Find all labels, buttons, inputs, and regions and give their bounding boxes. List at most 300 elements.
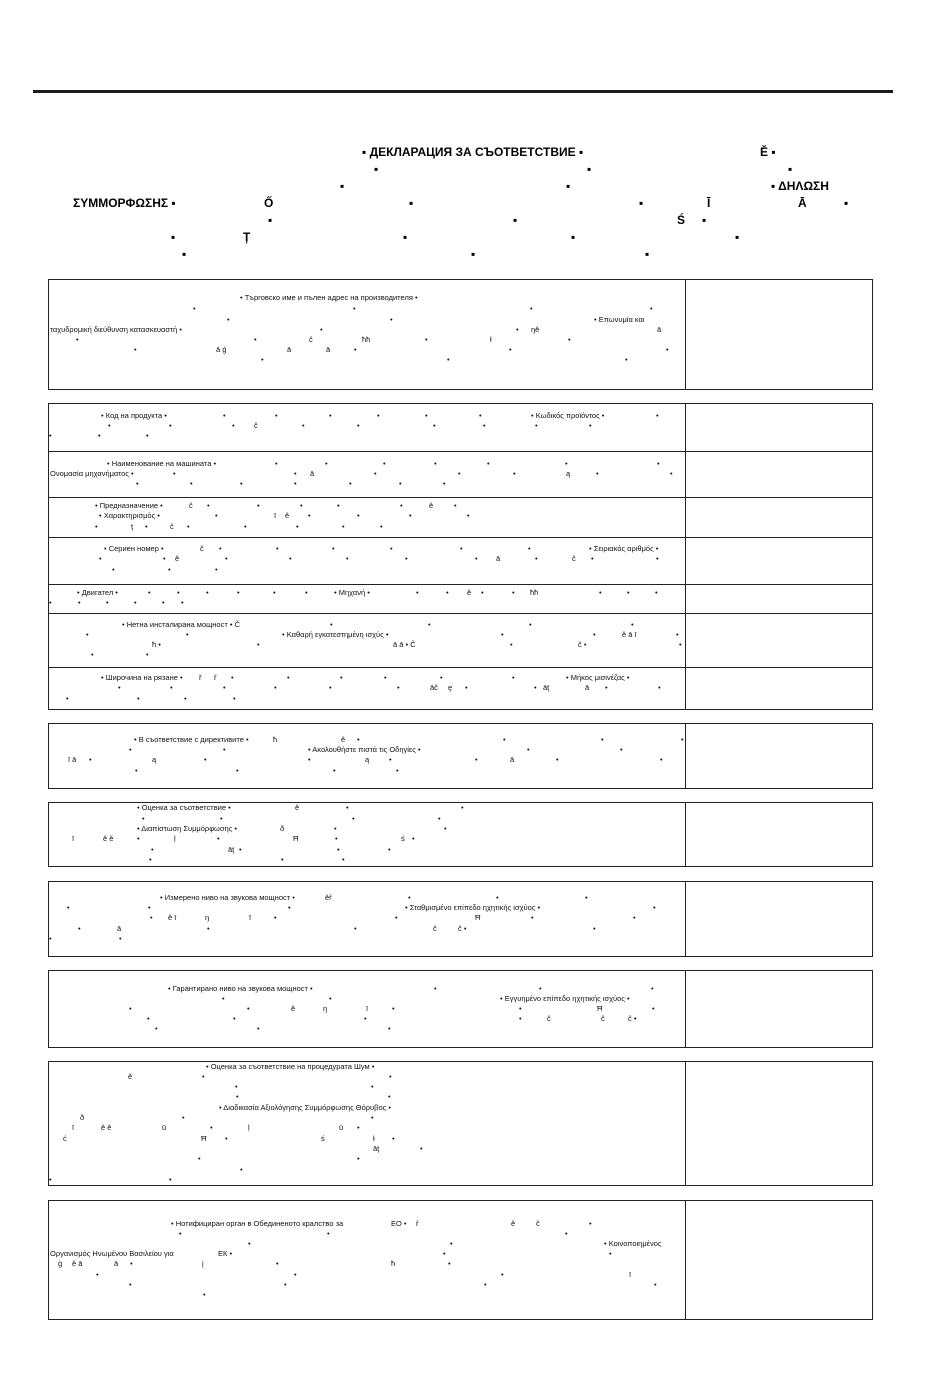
bullet-marker: • <box>145 522 148 531</box>
bullet-marker: • <box>475 755 478 764</box>
stray-glyph: ě <box>175 554 180 563</box>
stray-glyph: ś <box>401 834 405 843</box>
bullet-marker: • <box>605 683 608 692</box>
bullet-marker: • <box>349 479 352 488</box>
bullet-marker: • <box>539 984 542 993</box>
bullet-marker: • <box>288 903 291 912</box>
bullet-marker: • <box>134 598 137 607</box>
stray-glyph: ħ <box>391 1259 396 1268</box>
bullet-marker: • <box>179 1229 182 1238</box>
bullet-marker: • <box>357 1123 360 1132</box>
bullet-marker: • <box>388 845 391 854</box>
stray-glyph: Ě ▪ <box>760 145 776 159</box>
bullet-marker: • <box>531 913 534 922</box>
bullet-marker: • <box>357 511 360 520</box>
bullet-marker: • <box>227 315 230 324</box>
bullet-marker: • <box>512 588 515 597</box>
bullet-marker: • <box>390 315 393 324</box>
bullet-marker: • <box>129 745 132 754</box>
bullet-marker: • <box>78 924 81 933</box>
bullet-marker: • <box>377 411 380 420</box>
bullet-marker: • <box>676 630 679 639</box>
bullet-marker: • <box>163 554 166 563</box>
bullet-marker: • <box>210 1123 213 1132</box>
bullet-marker: • <box>660 755 663 764</box>
bullet-marker: • <box>236 1092 239 1101</box>
bullet-marker: • <box>49 598 52 607</box>
bullet-marker: • <box>329 683 332 692</box>
bullet-marker: • <box>239 845 242 854</box>
stray-glyph: āţ <box>543 683 550 692</box>
bullet-marker: • <box>428 620 431 629</box>
bullet-marker: • <box>257 501 260 510</box>
bullet-marker: ▪ <box>409 196 414 210</box>
stray-glyph: ā ā • Č <box>393 640 416 649</box>
declaration-title-text: ▪ ΔΗΛΩΣΗ <box>771 179 829 193</box>
bullet-marker: • <box>425 411 428 420</box>
bullet-marker: • <box>357 1154 360 1163</box>
bullet-marker: • <box>274 683 277 692</box>
bullet-marker: • <box>652 1004 655 1013</box>
bullet-marker: • <box>434 459 437 468</box>
stray-glyph: č <box>547 1014 551 1023</box>
bullet-marker: • <box>519 1004 522 1013</box>
top-rule-divider <box>33 90 893 93</box>
bullet-marker: • <box>305 588 308 597</box>
field-label-text: ταχυδρομική διεύθυνση κατασκευαστή • <box>50 325 182 334</box>
bullet-marker: • <box>168 565 171 574</box>
bullet-marker: • <box>535 421 538 430</box>
bullet-marker: • <box>294 1270 297 1279</box>
bullet-marker: • <box>289 554 292 563</box>
field-label-text: • Κοινοποιημένος <box>604 1239 662 1248</box>
bullet-marker: • <box>516 325 519 334</box>
stray-glyph: Ś <box>677 213 686 227</box>
bullet-marker: • <box>593 924 596 933</box>
bullet-marker: ▪ <box>340 179 345 193</box>
bullet-marker: • <box>149 855 152 864</box>
bullet-marker: • <box>591 554 594 563</box>
bullet-marker: • <box>134 345 137 354</box>
field-label-text: • Нетна инсталирана мощност • Č <box>122 620 240 629</box>
bullet-marker: • <box>656 411 659 420</box>
stray-glyph: ě ě <box>103 834 114 843</box>
bullet-marker: • <box>501 630 504 639</box>
measured-sound-power-value-cell <box>685 882 872 956</box>
bullet-marker: • <box>510 640 513 649</box>
bullet-marker: • <box>273 588 276 597</box>
stray-glyph: ī <box>366 1004 369 1013</box>
bullet-marker: • <box>589 421 592 430</box>
declaration-title-text: ΣΥΜΜΟΡΦΩΣΗΣ ▪ <box>73 196 176 210</box>
bullet-marker: • <box>568 335 571 344</box>
bullet-marker: • <box>397 683 400 692</box>
bullet-marker: • <box>535 554 538 563</box>
net-installed-power-value-cell <box>685 614 872 667</box>
bullet-marker: • <box>223 745 226 754</box>
bullet-marker: • <box>302 421 305 430</box>
bullet-marker: • <box>332 544 335 553</box>
bullet-marker: • <box>565 1229 568 1238</box>
stray-glyph: ě <box>128 1072 133 1081</box>
stray-glyph: ę <box>448 683 453 692</box>
bullet-marker: • <box>49 934 52 943</box>
bullet-marker: • <box>148 903 151 912</box>
bullet-marker: • <box>119 934 122 943</box>
field-label-text: ЕК • <box>218 1249 233 1258</box>
stray-glyph: ā <box>310 469 315 478</box>
noise-procedure-label-cell <box>49 1062 685 1185</box>
field-label-text: • Σταθμισμένο επίπεδο ηχητικής ισχύος • <box>405 903 541 912</box>
notified-body-box <box>48 1200 873 1320</box>
bullet-marker: • <box>329 411 332 420</box>
bullet-marker: ▪ <box>182 247 187 261</box>
bullet-marker: • <box>633 913 636 922</box>
serial-number-value-cell <box>685 538 872 584</box>
bullet-marker: • <box>655 588 658 597</box>
bullet-marker: • <box>91 650 94 659</box>
bullet-marker: • <box>512 673 515 682</box>
bullet-marker: • <box>130 1259 133 1268</box>
bullet-marker: • <box>148 588 151 597</box>
stray-glyph: č <box>254 421 258 430</box>
bullet-marker: • <box>529 620 532 629</box>
bullet-marker: • <box>593 630 596 639</box>
stray-glyph: ī <box>274 511 277 520</box>
bullet-marker: • <box>448 1259 451 1268</box>
bullet-marker: • <box>447 355 450 364</box>
stray-glyph: ě ī <box>168 913 177 922</box>
stray-glyph: ě <box>285 511 290 520</box>
bullet-marker: • <box>248 1239 251 1248</box>
intended-use-value-cell <box>685 498 872 537</box>
noise-procedure-row <box>49 1062 872 1185</box>
bullet-marker: • <box>666 345 669 354</box>
stray-glyph: ł <box>373 1134 375 1143</box>
stray-glyph: ř <box>214 673 217 682</box>
directives-value-cell <box>685 724 872 788</box>
product-code-value-cell <box>685 404 872 451</box>
bullet-marker: • <box>235 1082 238 1091</box>
bullet-marker: • <box>237 588 240 597</box>
stray-glyph: ŋ <box>323 1004 328 1013</box>
bullet-marker: • <box>276 544 279 553</box>
bullet-marker: • <box>276 1259 279 1268</box>
bullet-marker: • <box>357 735 360 744</box>
stray-glyph: ā <box>287 345 292 354</box>
stray-glyph: ī ā <box>68 755 77 764</box>
stray-glyph: ěř <box>325 893 332 902</box>
bullet-marker: • <box>215 565 218 574</box>
bullet-marker: • <box>204 755 207 764</box>
bullet-marker: • <box>528 544 531 553</box>
stray-glyph: Ő <box>264 196 274 210</box>
bullet-marker: • <box>330 620 333 629</box>
bullet-marker: • <box>95 522 98 531</box>
bullet-marker: • <box>162 598 165 607</box>
bullet-marker: • <box>206 588 209 597</box>
bullet-marker: • <box>620 745 623 754</box>
stray-glyph: ř <box>199 673 202 682</box>
bullet-marker: • <box>654 1280 657 1289</box>
bullet-marker: • <box>207 924 210 933</box>
field-label-text: • В съответствие с директивите • <box>134 735 249 744</box>
bullet-marker: • <box>483 421 486 430</box>
stray-glyph: Ħ <box>201 1134 207 1143</box>
bullet-marker: • <box>236 766 239 775</box>
bullet-marker: • <box>601 735 604 744</box>
bullet-marker: • <box>589 1219 592 1228</box>
bullet-marker: • <box>146 650 149 659</box>
product-code-row <box>49 404 872 451</box>
bullet-marker: • <box>364 1014 367 1023</box>
stray-glyph: č • <box>578 640 587 649</box>
bullet-marker: ▪ <box>645 247 650 261</box>
bullet-marker: • <box>146 431 149 440</box>
bullet-marker: • <box>357 421 360 430</box>
stray-glyph: ū <box>339 1123 344 1132</box>
stray-glyph: Ī <box>707 196 711 210</box>
bullet-marker: ▪ <box>171 230 176 244</box>
stray-glyph: ŋ <box>205 913 210 922</box>
field-label-text: • Двигател • <box>77 588 118 597</box>
bullet-marker: • <box>556 755 559 764</box>
bullet-marker: • <box>501 1270 504 1279</box>
bullet-marker: • <box>679 640 682 649</box>
bullet-marker: • <box>443 1249 446 1258</box>
bullet-marker: • <box>284 1280 287 1289</box>
stray-glyph: ā <box>496 554 501 563</box>
bullet-marker: • <box>257 1024 260 1033</box>
bullet-marker: • <box>408 893 411 902</box>
stray-glyph: ł <box>490 335 492 344</box>
bullet-marker: • <box>392 1004 395 1013</box>
bullet-marker: • <box>232 421 235 430</box>
engine-value-cell <box>685 585 872 613</box>
bullet-marker: • <box>169 421 172 430</box>
bullet-marker: • <box>458 469 461 478</box>
bullet-marker: • <box>405 554 408 563</box>
bullet-marker: • <box>169 1175 172 1184</box>
bullet-marker: • <box>380 522 383 531</box>
stray-glyph: č <box>170 522 174 531</box>
stray-glyph: ħħ <box>530 588 539 597</box>
bullet-marker: • <box>534 683 537 692</box>
bullet-marker: • <box>233 1014 236 1023</box>
bullet-marker: ▪ <box>403 230 408 244</box>
bullet-marker: • <box>76 335 79 344</box>
bullet-marker: • <box>352 814 355 823</box>
bullet-marker: • <box>509 345 512 354</box>
bullet-marker: • <box>137 694 140 703</box>
bullet-marker: • <box>599 588 602 597</box>
bullet-marker: ▪ <box>587 162 592 176</box>
noise-procedure-box <box>48 1061 873 1186</box>
stray-glyph: ī <box>72 834 75 843</box>
guaranteed-sound-power-value-cell <box>685 971 872 1047</box>
field-label-text: • Предназначение • <box>95 501 163 510</box>
bullet-marker: • <box>389 755 392 764</box>
bullet-marker: • <box>467 511 470 520</box>
bullet-marker: • <box>335 834 338 843</box>
bullet-marker: • <box>650 304 653 313</box>
stray-glyph: č <box>200 544 204 553</box>
bullet-marker: • <box>287 673 290 682</box>
bullet-marker: • <box>300 501 303 510</box>
bullet-marker: • <box>215 511 218 520</box>
bullet-marker: • <box>254 335 257 344</box>
field-label-text: • Μηχανή • <box>334 588 370 597</box>
bullet-marker: • <box>384 673 387 682</box>
bullet-marker: • <box>223 683 226 692</box>
bullet-marker: • <box>78 598 81 607</box>
bullet-marker: • <box>135 766 138 775</box>
bullet-marker: • <box>329 994 332 1003</box>
notified-body-value-cell <box>685 1201 872 1319</box>
manufacturer-value-cell <box>685 280 872 389</box>
stray-glyph: ā <box>117 924 122 933</box>
bullet-marker: • <box>496 893 499 902</box>
field-label-text: ЕО • <box>391 1219 407 1228</box>
stray-glyph: ā <box>510 755 515 764</box>
stray-glyph: ě <box>467 588 472 597</box>
bullet-marker: • <box>454 501 457 510</box>
stray-glyph: č • <box>458 924 467 933</box>
cutting-width-value-cell <box>685 668 872 710</box>
stray-glyph: ā ģ <box>216 345 227 354</box>
bullet-marker: • <box>96 1270 99 1279</box>
bullet-marker: • <box>527 745 530 754</box>
stray-glyph: ģ <box>58 1259 63 1268</box>
bullet-marker: • <box>150 913 153 922</box>
machine-name-value-cell <box>685 452 872 497</box>
bullet-marker: • <box>399 479 402 488</box>
stray-glyph: Ħ <box>597 1004 603 1013</box>
bullet-marker: • <box>182 1113 185 1122</box>
bullet-marker: • <box>383 459 386 468</box>
bullet-marker: • <box>49 1175 52 1184</box>
stray-glyph: ħħ <box>362 335 371 344</box>
bullet-marker: ▪ <box>844 196 849 210</box>
bullet-marker: • <box>275 411 278 420</box>
bullet-marker: • <box>631 620 634 629</box>
bullet-marker: • <box>296 522 299 531</box>
bullet-marker: • <box>155 1024 158 1033</box>
field-label-text: • Търговско име и пълен адрес на производителя • <box>240 293 418 302</box>
stray-glyph: ţ <box>131 522 134 531</box>
stray-glyph: Ț <box>243 230 251 244</box>
bullet-marker: • <box>400 501 403 510</box>
bullet-marker: • <box>440 673 443 682</box>
stray-glyph: č • <box>628 1014 637 1023</box>
stray-glyph: ħ <box>273 735 278 744</box>
bullet-marker: • <box>106 598 109 607</box>
stray-glyph: ě <box>429 501 434 510</box>
bullet-marker: • <box>416 588 419 597</box>
bullet-marker: • <box>627 588 630 597</box>
bullet-marker: • <box>585 893 588 902</box>
bullet-marker: • <box>99 554 102 563</box>
conformity-assessment-value-cell <box>685 803 872 866</box>
bullet-marker: • <box>460 544 463 553</box>
bullet-marker: • <box>98 431 101 440</box>
stray-glyph: Ħ <box>293 834 299 843</box>
bullet-marker: • <box>151 845 154 854</box>
stray-glyph: ī <box>249 913 252 922</box>
bullet-marker: • <box>261 355 264 364</box>
stray-glyph: č <box>309 335 313 344</box>
bullet-marker: • <box>388 1024 391 1033</box>
bullet-marker: • <box>412 834 415 843</box>
stray-glyph: ě <box>291 1004 296 1013</box>
bullet-marker: • <box>186 630 189 639</box>
directives-box <box>48 723 873 789</box>
stray-glyph: č <box>189 501 193 510</box>
bullet-marker: • <box>231 673 234 682</box>
bullet-marker: • <box>147 1014 150 1023</box>
bullet-marker: • <box>625 355 628 364</box>
bullet-marker: • <box>247 1004 250 1013</box>
bullet-marker: • <box>257 640 260 649</box>
bullet-marker: • <box>294 469 297 478</box>
bullet-marker: • <box>142 814 145 823</box>
bullet-marker: • <box>609 1249 612 1258</box>
bullet-marker: • <box>681 735 684 744</box>
bullet-marker: • <box>513 469 516 478</box>
stray-glyph: č <box>572 554 576 563</box>
field-label-text: • Ακολουθήστε πιστά τις Οδηγίες • <box>308 745 421 754</box>
stray-glyph: ð <box>80 1113 85 1122</box>
field-label-text: • Наименование на машината • <box>107 459 217 468</box>
stray-glyph: āţ <box>373 1144 380 1153</box>
bullet-marker: • <box>342 522 345 531</box>
field-label-text: • Καθαρή εγκατεστημένη ισχύς • <box>282 630 389 639</box>
stray-glyph: ą <box>566 469 571 478</box>
bullet-marker: ▪ <box>374 162 379 176</box>
bullet-marker: • <box>327 1229 330 1238</box>
bullet-marker: • <box>233 694 236 703</box>
bullet-marker: • <box>487 459 490 468</box>
bullet-marker: • <box>484 1280 487 1289</box>
bullet-marker: • <box>658 683 661 692</box>
bullet-marker: • <box>450 1239 453 1248</box>
field-label-text: Ονομασία μηχανήματος • <box>50 469 134 478</box>
bullet-marker: • <box>244 522 247 531</box>
field-label-text: • Μήκος μισινέζας • <box>566 673 630 682</box>
stray-glyph: ą <box>365 755 370 764</box>
bullet-marker: • <box>184 694 187 703</box>
bullet-marker: • <box>193 304 196 313</box>
field-label-text: Οργανισμός Ηνωμένου Βασιλείου για <box>50 1249 174 1258</box>
bullet-marker: • <box>89 755 92 764</box>
stray-glyph: č <box>433 924 437 933</box>
bullet-marker: • <box>392 1134 395 1143</box>
bullet-marker: • <box>190 479 193 488</box>
bullet-marker: • <box>434 984 437 993</box>
bullet-marker: • <box>481 588 484 597</box>
stray-glyph: ě ā ī <box>622 630 637 639</box>
bullet-marker: • <box>118 683 121 692</box>
stray-glyph: ě <box>341 735 346 744</box>
bullet-marker: ▪ <box>735 230 740 244</box>
bullet-marker: • <box>530 304 533 313</box>
bullet-marker: • <box>320 325 323 334</box>
bullet-marker: • <box>346 803 349 812</box>
bullet-marker: • <box>225 554 228 563</box>
stray-glyph: ř <box>416 1219 419 1228</box>
noise-procedure-value-cell <box>685 1062 872 1185</box>
stray-glyph: ś <box>321 1134 325 1143</box>
